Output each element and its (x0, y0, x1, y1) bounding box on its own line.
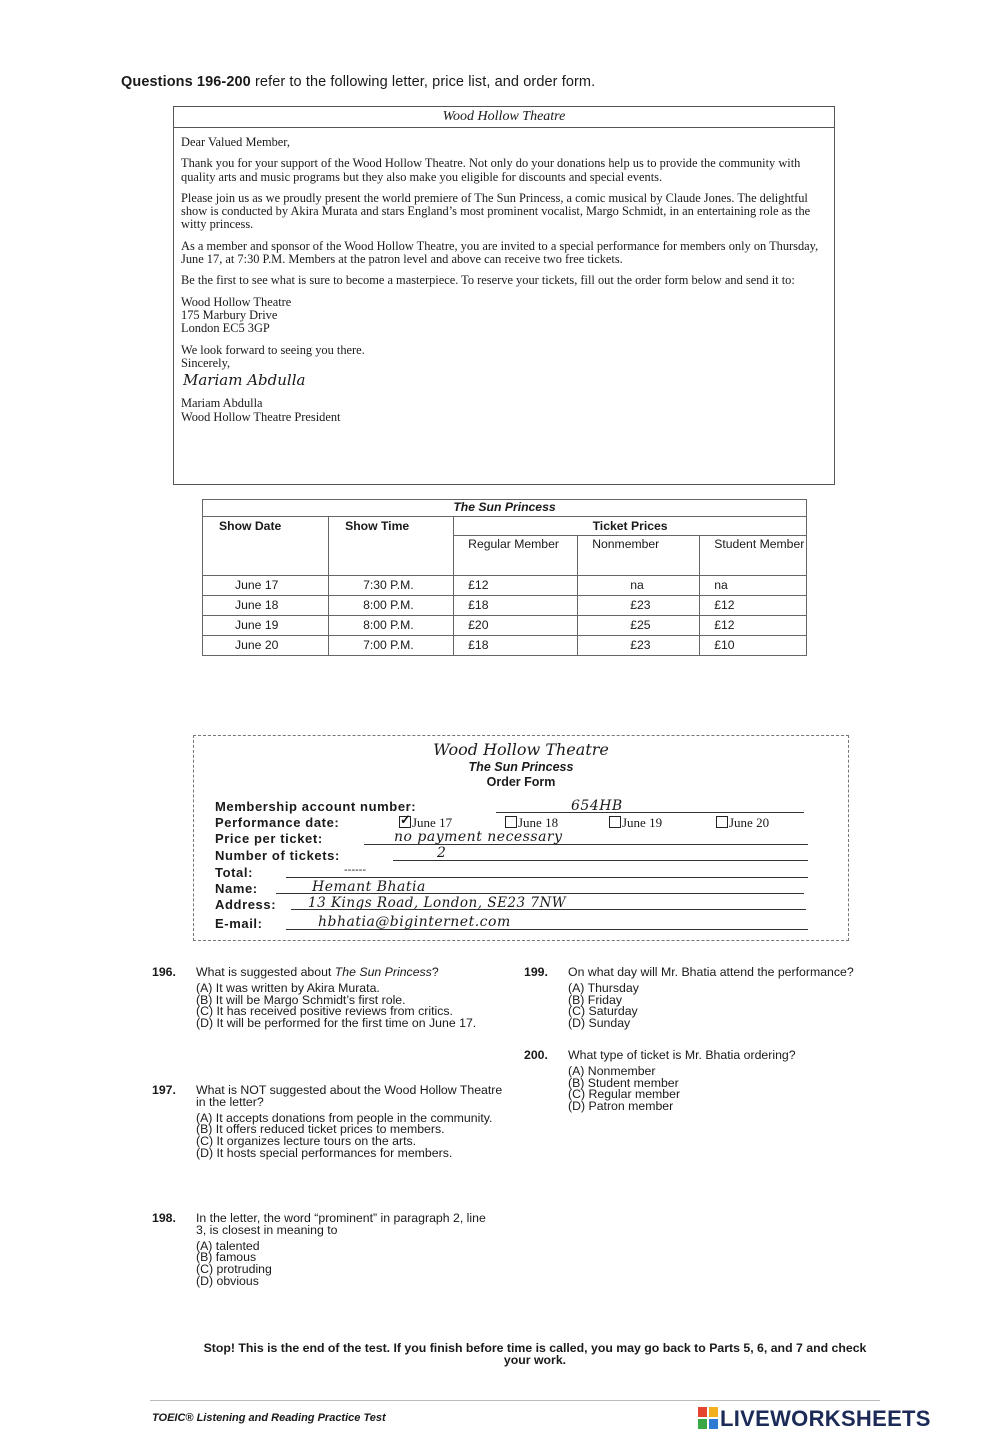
header-show-date: Show Date (203, 517, 329, 576)
answer-option[interactable]: (D) obvious (196, 1273, 259, 1288)
answer-option[interactable]: (C) Regular member (568, 1087, 681, 1102)
table-row (203, 576, 807, 596)
cell-regular: £20 (454, 616, 578, 636)
cell-date: June 18 (203, 596, 329, 616)
question-199 (524, 967, 858, 1030)
letter-header: Wood Hollow Theatre (174, 107, 834, 128)
address-line-3: London EC5 3GP (181, 321, 270, 336)
cell-nonmember: £23 (578, 596, 700, 616)
cell-date: June 19 (203, 616, 329, 636)
address-field[interactable]: 13 Kings Road, London, SE23 7NW (308, 895, 567, 911)
answer-option[interactable]: (A) It accepts donations from people in the community. (196, 1110, 493, 1125)
question-198 (152, 1213, 492, 1288)
email-label: E-mail: (215, 916, 263, 931)
date-option-label: June 19 (622, 815, 663, 830)
header-regular: Regular Member (454, 536, 578, 576)
signer-name: Mariam Abdulla (181, 396, 263, 411)
answer-option[interactable]: (C) It organizes lecture tours on the arts. (196, 1134, 417, 1149)
letter-box (173, 106, 835, 485)
footer-divider (150, 1400, 880, 1401)
letter-address (181, 296, 826, 336)
letter-signoff (181, 397, 826, 424)
question-number: 196. (152, 965, 176, 979)
letter-signature: Mariam Abdulla (183, 371, 306, 390)
cell-time: 7:00 P.M. (329, 636, 454, 656)
signer-title: Wood Hollow Theatre President (181, 409, 341, 424)
cell-regular: £12 (454, 576, 578, 596)
question-number: 198. (152, 1211, 176, 1225)
questions-intro (121, 74, 595, 90)
cell-time: 8:00 P.M. (329, 596, 454, 616)
name-field[interactable]: Hemant Bhatia (312, 879, 426, 895)
tickets-underline (393, 860, 808, 861)
stem-title: The Sun Princess (334, 965, 432, 979)
answer-option[interactable]: (B) Student member (568, 1075, 679, 1090)
table-row (203, 596, 807, 616)
date-option-june-20[interactable] (716, 815, 769, 831)
price-table (202, 499, 807, 656)
answer-option[interactable]: (A) Thursday (568, 980, 639, 995)
price-label: Price per ticket: (215, 831, 323, 846)
order-form (193, 735, 849, 941)
stem-part: ? (431, 965, 439, 979)
date-option-label: June 17 (412, 815, 453, 830)
account-number-field[interactable]: 654HB (571, 798, 623, 814)
question-number: 200. (524, 1048, 548, 1062)
answer-option[interactable]: (B) famous (196, 1250, 257, 1265)
question-196 (152, 967, 492, 1030)
answer-option[interactable]: (B) Friday (568, 992, 622, 1007)
brand-text: LIVEWORKSHEETS (720, 1406, 931, 1431)
cell-student: na (700, 576, 807, 596)
name-label: Name: (215, 881, 258, 896)
answer-option[interactable]: (D) It will be performed for the first time on June 17. (196, 1016, 477, 1031)
price-per-ticket-field[interactable]: no payment necessary (394, 829, 563, 845)
number-of-tickets-field[interactable]: 2 (437, 845, 447, 861)
answer-option[interactable]: (D) It hosts special performances for members. (196, 1145, 453, 1160)
cell-student: £12 (700, 596, 807, 616)
letter-closing (181, 344, 826, 371)
answer-option[interactable]: (A) talented (196, 1238, 260, 1253)
stop-notice: Stop! This is the end of the test. If you finish before time is called, you may go back to Parts 5, 6, and 7 and check your work. (203, 1341, 867, 1367)
cell-regular: £18 (454, 636, 578, 656)
cell-time: 7:30 P.M. (329, 576, 454, 596)
letter-salutation: Dear Valued Member, (181, 135, 291, 149)
table-row (203, 616, 807, 636)
question-number: 199. (524, 965, 548, 979)
answer-option[interactable]: (A) Nonmember (568, 1063, 656, 1078)
total-field[interactable]: ------ (344, 864, 366, 876)
header-student: Student Member (700, 536, 807, 576)
footer-text: TOEIC® Listening and Reading Practice Test (152, 1412, 386, 1424)
question-stem: In the letter, the word “prominent” in paragraph 2, line 3, is closest in meaning to (196, 1211, 486, 1237)
question-number: 197. (152, 1083, 176, 1097)
cell-student: £12 (700, 616, 807, 636)
answer-option[interactable]: (C) It has received positive reviews from critics. (196, 1004, 453, 1019)
answer-option[interactable]: (D) Patron member (568, 1099, 674, 1114)
question-197 (152, 1085, 504, 1160)
cell-date: June 17 (203, 576, 329, 596)
checked-box-icon[interactable] (399, 816, 411, 828)
checkbox-icon[interactable] (716, 816, 728, 828)
cell-nonmember: £25 (578, 616, 700, 636)
question-200 (524, 1050, 844, 1113)
cell-date: June 20 (203, 636, 329, 656)
order-form-heading: Order Form (486, 775, 556, 789)
cell-regular: £18 (454, 596, 578, 616)
address-line-1: Wood Hollow Theatre (181, 294, 292, 309)
letter-paragraph-1: Thank you for your support of the Wood Hollow Theatre. Not only do your donations help us to provide the community with quality arts and music programs but they also make you eligible for discounts and special events. (181, 156, 801, 184)
closing-line-1: We look forward to seeing you there. (181, 342, 365, 357)
checkbox-icon[interactable] (609, 816, 621, 828)
date-label: Performance date: (215, 815, 340, 830)
address-label: Address: (215, 897, 277, 912)
letter-paragraph-4: Be the first to see what is sure to become a masterpiece. To reserve your tickets, fill out the order form below and send it to: (181, 273, 795, 288)
question-stem (196, 967, 492, 979)
answer-option[interactable]: (B) It offers reduced ticket prices to members. (196, 1122, 445, 1137)
question-stem: What type of ticket is Mr. Bhatia ordering? (568, 1048, 796, 1062)
account-underline (496, 812, 804, 813)
order-form-subtitle: The Sun Princess (468, 760, 574, 774)
intro-bold: Questions 196-200 (121, 74, 251, 90)
answer-option[interactable]: (A) It was written by Akira Murata. (196, 980, 380, 995)
date-option-label: June 18 (518, 815, 559, 830)
answer-option[interactable]: (C) protruding (196, 1262, 272, 1277)
total-label: Total: (215, 865, 254, 880)
checkbox-icon[interactable] (505, 816, 517, 828)
cell-time: 8:00 P.M. (329, 616, 454, 636)
cell-nonmember: na (578, 576, 700, 596)
answer-option[interactable]: (C) Saturday (568, 1004, 638, 1019)
cell-student: £10 (700, 636, 807, 656)
intro-rest: refer to the following letter, price list, and order form. (250, 74, 596, 90)
address-line-2: 175 Marbury Drive (181, 307, 278, 322)
account-label: Membership account number: (215, 799, 417, 814)
stem-part: What is suggested about (196, 965, 335, 979)
answer-option[interactable]: (D) Sunday (568, 1016, 631, 1031)
total-underline (286, 877, 808, 878)
closing-line-2: Sincerely, (181, 355, 231, 370)
date-option-june-19[interactable] (609, 815, 662, 831)
header-ticket-prices: Ticket Prices (454, 517, 807, 536)
price-table-title: The Sun Princess (203, 500, 807, 517)
question-stem: What is NOT suggested about the Wood Hollow Theatre in the letter? (196, 1083, 503, 1109)
header-nonmember: Nonmember (578, 536, 700, 576)
cell-nonmember: £23 (578, 636, 700, 656)
letter-paragraph-2: Please join us as we proudly present the world premiere of The Sun Princess, a comic musical by Claude Jones. The delightful show is conducted by Akira Murata and stars England’s most prominent vocalist, Margo Schmidt, in an entertaining role as the witty princess. (181, 190, 811, 232)
order-form-title: Wood Hollow Theatre (433, 740, 609, 759)
liveworksheets-logo[interactable] (698, 1406, 931, 1432)
header-show-time: Show Time (329, 517, 454, 576)
tickets-label: Number of tickets: (215, 848, 340, 863)
question-stem: On what day will Mr. Bhatia attend the performance? (568, 965, 854, 979)
answer-option[interactable]: (B) It will be Margo Schmidt’s first role. (196, 992, 406, 1007)
liveworksheets-icon (698, 1407, 718, 1429)
date-option-label: June 20 (729, 815, 770, 830)
table-row (203, 636, 807, 656)
email-field[interactable]: hbhatia@biginternet.com (318, 914, 511, 930)
letter-paragraph-3: As a member and sponsor of the Wood Hollow Theatre, you are invited to a special performance for members only on Thursday, June 17, at 7:30 P.M. Members at the patron level and above can receive two free tickets. (181, 238, 819, 267)
